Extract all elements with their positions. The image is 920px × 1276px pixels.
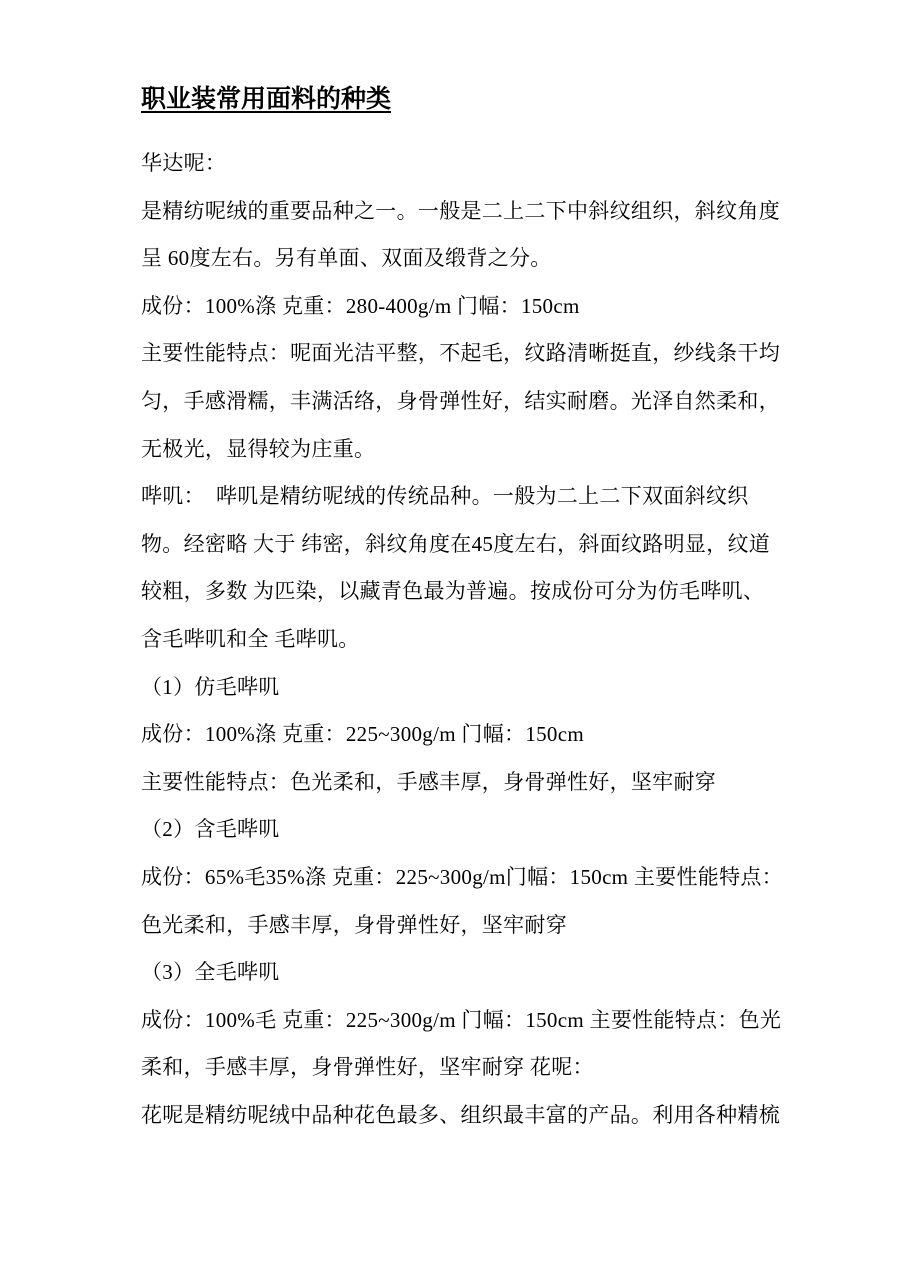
text-line: 主要性能特点：色光柔和，手感丰厚，身骨弹性好，坚牢耐穿 (141, 769, 717, 794)
text-line: 物。经密略 大于 纬密，斜纹角度在45度左右，斜面纹路明显，纹道 (141, 531, 771, 556)
text-line: （3）全毛哔叽 (141, 960, 280, 985)
text-line: （1）仿毛哔叽 (141, 674, 280, 699)
text-line: 是精纺呢绒的重要品种之一。一般是二上二下中斜纹组织，斜纹角度 (141, 198, 780, 223)
text-line: 哔叽： 哔叽是精纺呢绒的传统品种。一般为二上二下双面斜纹织 (141, 484, 749, 509)
text-line: 华达呢： (141, 151, 227, 175)
text-line: 含毛哔叽和全 毛哔叽。 (141, 626, 360, 651)
text-line: 匀，手感滑糯，丰满活络，身骨弹性好，结实耐磨。光泽自然柔和， (141, 388, 780, 413)
document-body (141, 140, 830, 1139)
text-line: 成份：100%涤 克重：280-400g/m 门幅：150cm (141, 293, 580, 318)
text-line: 成份：100%涤 克重：225~300g/m 门幅：150cm (141, 722, 584, 747)
text-line: （2）含毛哔叽 (141, 817, 280, 842)
text-line: 成份：100%毛 克重：225~300g/m 门幅：150cm 主要性能特点：色光 (141, 1007, 782, 1032)
text-line: 成份：65%毛35%涤 克重：225~300g/m门幅：150cm 主要性能特点： (141, 864, 783, 889)
text-line: 呈 60度左右。另有单面、双面及缎背之分。 (141, 246, 552, 271)
text-line: 柔和，手感丰厚，身骨弹性好，坚牢耐穿 花呢： (141, 1055, 594, 1080)
text-line: 无极光，显得较为庄重。 (141, 436, 376, 461)
text-line: 花呢是精纺呢绒中品种花色最多、组织最丰富的产品。利用各种精梳 (141, 1102, 780, 1127)
text-line: 较粗，多数 为匹染，以藏青色最为普遍。按成份可分为仿毛哔叽、 (141, 579, 765, 604)
text-line: 主要性能特点：呢面光洁平整，不起毛，纹路清晰挺直，纱线条干均 (141, 341, 780, 366)
document-title: 职业装常用面料的种类 (141, 86, 392, 113)
text-line: 色光柔和，手感丰厚，身骨弹性好，坚牢耐穿 (141, 912, 567, 937)
